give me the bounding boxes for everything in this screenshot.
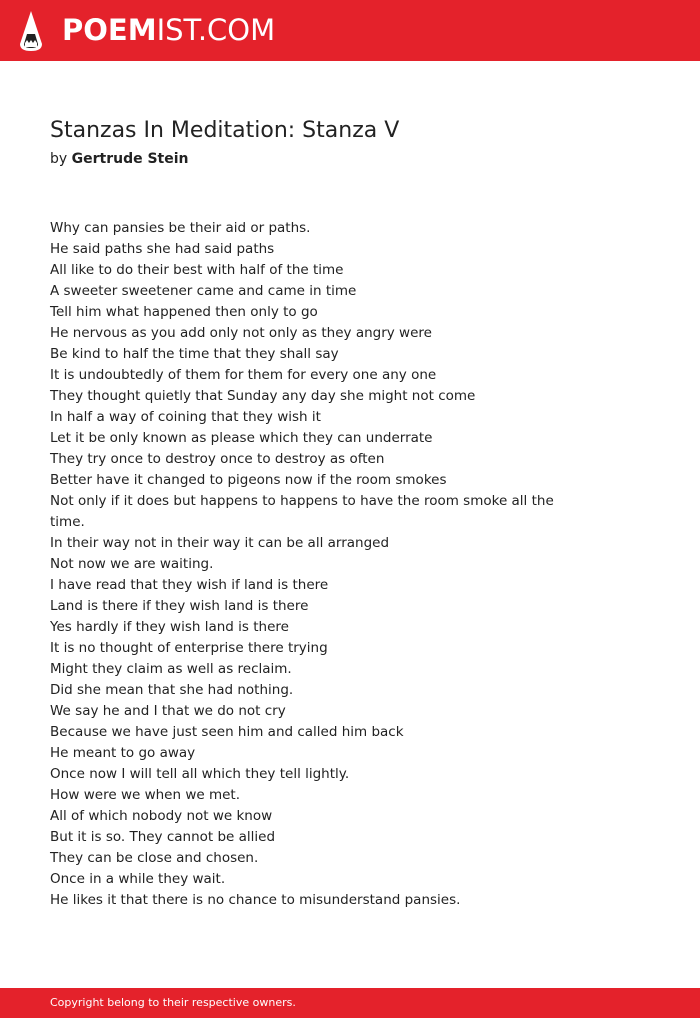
- poem-line: I have read that they wish if land is there: [50, 577, 329, 593]
- poem-line: We say he and I that we do not cry: [50, 703, 286, 719]
- poem-line: Better have it changed to pigeons now if the room smokes: [50, 472, 447, 488]
- poem-line: He likes it that there is no chance to misunderstand pansies.: [50, 892, 461, 908]
- poem-line: He meant to go away: [50, 745, 196, 761]
- poem-line: They can be close and chosen.: [50, 850, 259, 866]
- poem-line: Let it be only known as please which they can underrate: [50, 430, 433, 446]
- poem-line: It is undoubtedly of them for them for every one any one: [50, 367, 437, 383]
- by-label: by: [50, 151, 68, 167]
- poem-line: Might they claim as well as reclaim.: [50, 661, 292, 677]
- poem-line: All of which nobody not we know: [50, 808, 273, 824]
- poem-line: Be kind to half the time that they shall say: [50, 346, 339, 362]
- logo-bold-text: POEM: [62, 13, 157, 47]
- pencil-logo-icon: [18, 10, 44, 52]
- poem-body: [50, 218, 590, 911]
- poem-line: It is no thought of enterprise there trying: [50, 640, 328, 656]
- author-name: Gertrude Stein: [71, 151, 189, 167]
- poem-line: Did she mean that she had nothing.: [50, 682, 294, 698]
- poem-line: In their way not in their way it can be all arranged: [50, 535, 390, 551]
- site-header: [0, 0, 700, 61]
- poem-line: But it is so. They cannot be allied: [50, 829, 276, 845]
- site-logo[interactable]: [62, 10, 275, 50]
- poem-line: Not only if it does but happens to happens to have the room smoke all the time.: [50, 493, 554, 530]
- poem-line: He said paths she had said paths: [50, 241, 275, 257]
- logo-light-text: IST.COM: [156, 13, 276, 47]
- poem-title: Stanzas In Meditation: Stanza V: [50, 118, 400, 143]
- poem-line: Tell him what happened then only to go: [50, 304, 318, 320]
- byline: [50, 149, 189, 169]
- poem-line: Not now we are waiting.: [50, 556, 214, 572]
- site-footer: [0, 988, 700, 1018]
- poem-line: Why can pansies be their aid or paths.: [50, 220, 311, 236]
- copyright-text: Copyright belong to their respective owners.: [50, 996, 296, 1009]
- poem-line: Once now I will tell all which they tell lightly.: [50, 766, 350, 782]
- poem-line: Because we have just seen him and called him back: [50, 724, 404, 740]
- poem-line: How were we when we met.: [50, 787, 241, 803]
- poem-line: In half a way of coining that they wish it: [50, 409, 321, 425]
- poem-line: Once in a while they wait.: [50, 871, 226, 887]
- poem-line: He nervous as you add only not only as they angry were: [50, 325, 432, 341]
- poem-line: They thought quietly that Sunday any day she might not come: [50, 388, 476, 404]
- poem-line: A sweeter sweetener came and came in time: [50, 283, 357, 299]
- poem-line: All like to do their best with half of the time: [50, 262, 344, 278]
- poem-line: Yes hardly if they wish land is there: [50, 619, 289, 635]
- poem-line: They try once to destroy once to destroy as often: [50, 451, 385, 467]
- poem-line: Land is there if they wish land is there: [50, 598, 309, 614]
